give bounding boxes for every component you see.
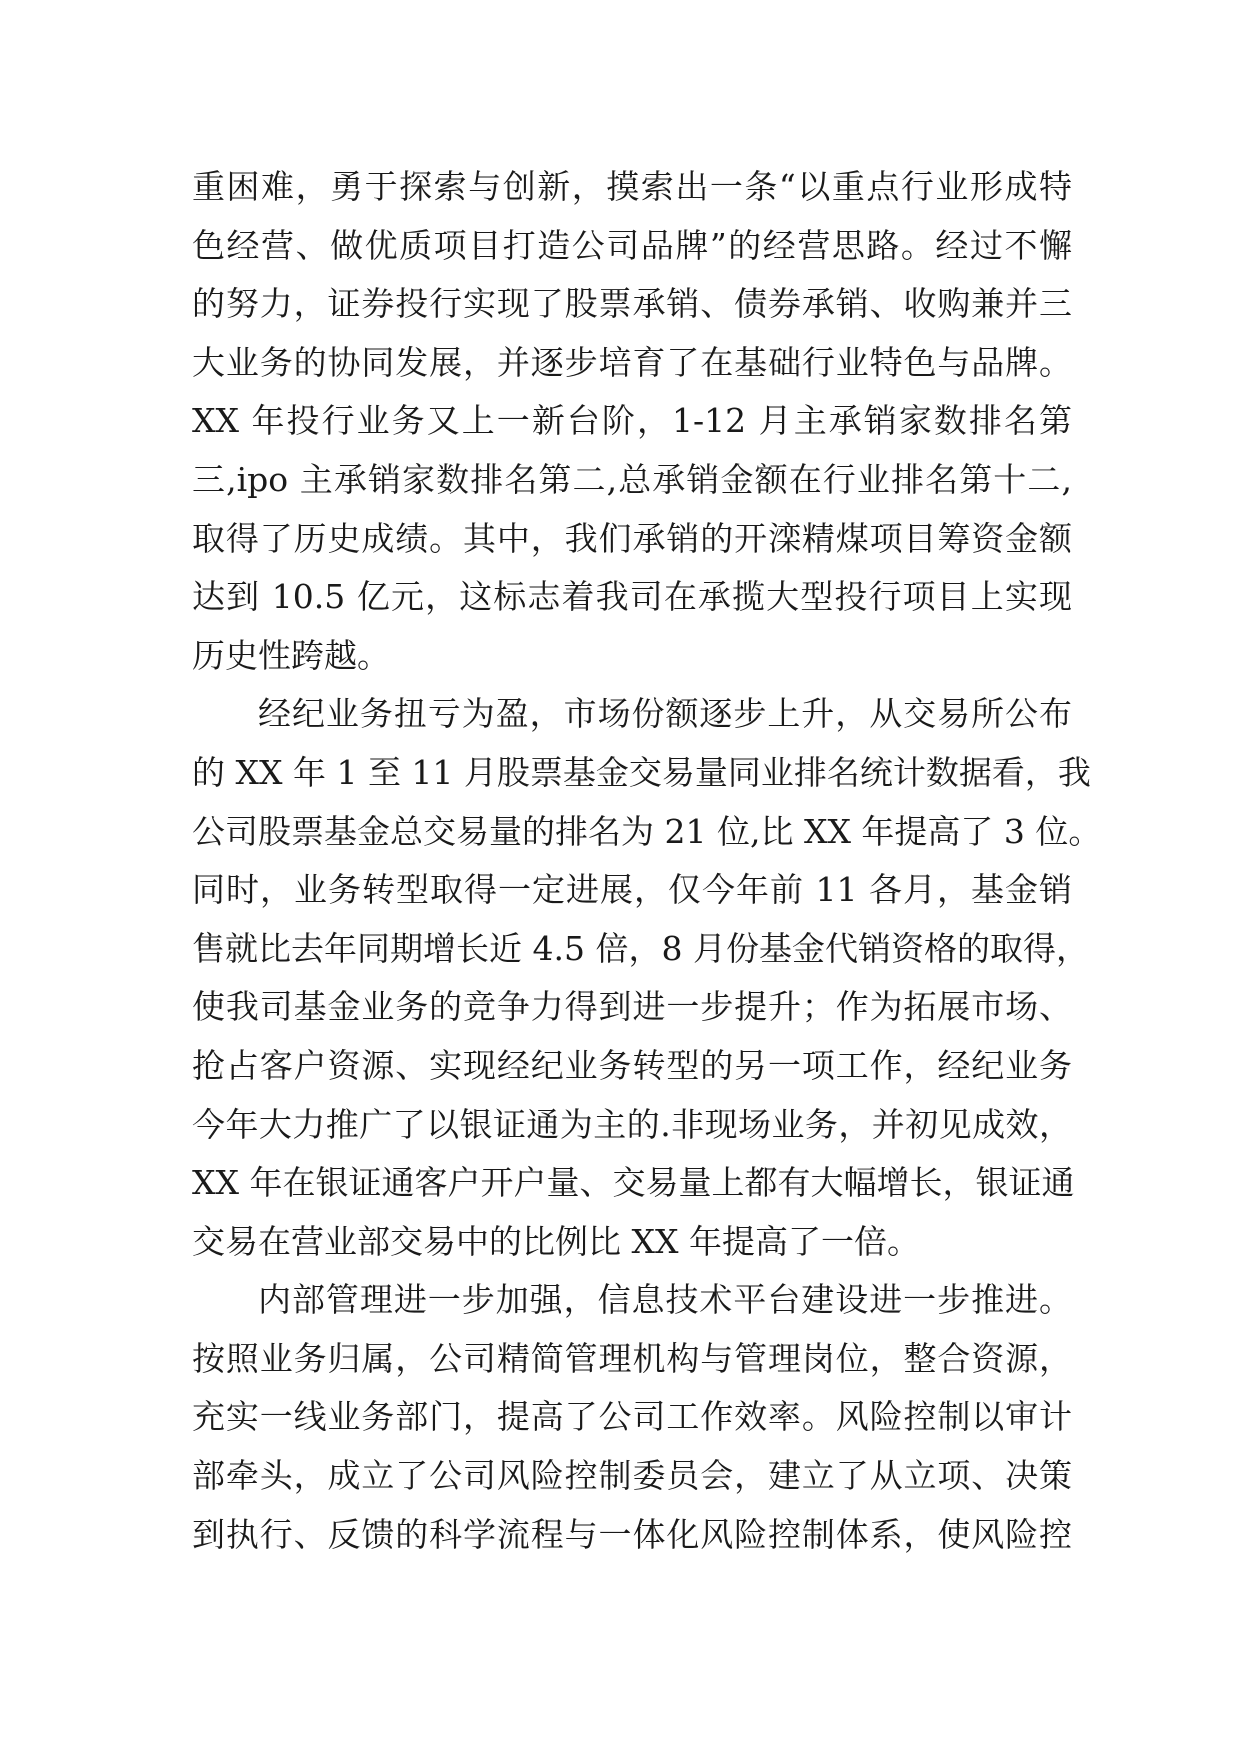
text-line: 按照业务归属，公司精简管理机构与管理岗位，整合资源， <box>192 1338 1072 1378</box>
text-line: 取得了历史成绩。其中，我们承销的开滦精煤项目筹资金额 <box>192 518 1072 558</box>
text-line: 交易在营业部交易中的比例比 XX 年提高了一倍。 <box>192 1221 920 1261</box>
text-line: 达到 10.5 亿元，这标志着我司在承揽大型投行项目上实现 <box>192 577 1072 617</box>
document-body <box>192 158 1102 1564</box>
paragraph-first-line: 内部管理进一步加强，信息技术平台建设进一步推进。 <box>258 1280 1072 1320</box>
text-line: 历史性跨越。 <box>192 635 390 675</box>
text-line: 的 XX 年 1 至 11 月股票基金交易量同业排名统计数据看，我 <box>192 752 1091 792</box>
text-line: 到执行、反馈的科学流程与一体化风险控制体系，使风险控 <box>192 1514 1072 1554</box>
text-line: 售就比去年同期增长近 4.5 倍，8 月份基金代销资格的取得， <box>192 928 1089 968</box>
text-line: XX 年在银证通客户开户量、交易量上都有大幅增长，银证通 <box>192 1163 1075 1203</box>
text-line: 抢占客户资源、实现经纪业务转型的另一项工作，经纪业务 <box>192 1045 1072 1085</box>
text-line: 今年大力推广了以银证通为主的.非现场业务，并初见成效， <box>192 1104 1072 1144</box>
text-line: 部牵头，成立了公司风险控制委员会，建立了从立项、决策 <box>192 1456 1072 1496</box>
text-line: 同时，业务转型取得一定进展，仅今年前 11 各月，基金销 <box>192 870 1072 910</box>
text-line: 使我司基金业务的竞争力得到进一步提升；作为拓展市场、 <box>192 987 1072 1027</box>
text-line: 重困难，勇于探索与创新，摸索出一条“以重点行业形成特 <box>192 167 1072 206</box>
text-line: 大业务的协同发展，并逐步培育了在基础行业特色与品牌。 <box>192 342 1072 382</box>
paragraph-first-line: 经纪业务扭亏为盈，市场份额逐步上升，从交易所公布 <box>258 694 1072 734</box>
text-line: 充实一线业务部门，提高了公司工作效率。风险控制以审计 <box>192 1397 1072 1437</box>
text-line: 的努力，证券投行实现了股票承销、债券承销、收购兼并三 <box>192 284 1072 324</box>
text-line: 色经营、做优质项目打造公司品牌”的经营思路。经过不懈 <box>192 225 1072 265</box>
text-line: XX 年投行业务又上一新台阶，1-12 月主承销家数排名第 <box>192 401 1072 441</box>
text-line: 公司股票基金总交易量的排名为 21 位,比 XX 年提高了 3 位。 <box>192 811 1102 851</box>
text-line: 三,ipo 主承销家数排名第二,总承销金额在行业排名第十二, <box>192 459 1072 499</box>
